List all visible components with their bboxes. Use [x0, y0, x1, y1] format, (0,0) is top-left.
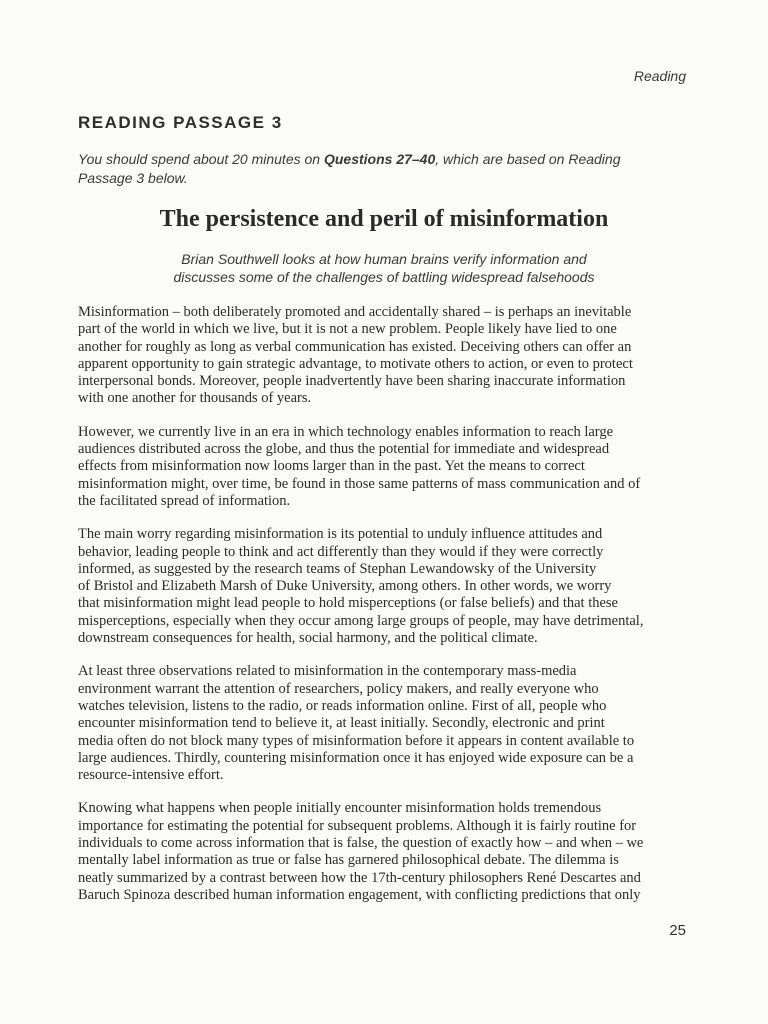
- paragraph-line: Misinformation – both deliberately promoted and accidentally shared – is perhaps an inevitable: [78, 304, 632, 320]
- paragraph-line: large audiences. Thirdly, countering misinformation once it has enjoyed wide exposure can be a: [78, 749, 634, 766]
- paragraph-line: watches television, listens to the radio, or reads information online. First of all, people who: [78, 697, 607, 714]
- running-head: Reading: [633, 68, 686, 84]
- instructions-text-before: You should spend about 20 minutes on: [78, 151, 324, 167]
- standfirst-line: discusses some of the challenges of battling widespread falsehoods: [173, 269, 595, 285]
- paragraph-line: media often do not block many types of misinformation before it appears in content available to: [78, 732, 635, 749]
- page-number: 25: [669, 922, 686, 939]
- article-paragraph: [78, 424, 702, 510]
- paragraph-line: mentally label information as true or false has garnered philosophical debate. The dilemma is: [78, 852, 619, 869]
- paragraph-line: behavior, leading people to think and act differently than they would if they were correctly: [78, 543, 604, 560]
- paragraph-line: that misinformation might lead people to hold misperceptions (or false beliefs) and that these: [78, 595, 618, 612]
- paragraph-line: Knowing what happens when people initially encounter misinformation holds tremendous: [78, 800, 602, 817]
- standfirst: [0, 250, 768, 286]
- paragraph-line: the facilitated spread of information.: [78, 492, 291, 509]
- paragraph-line: interpersonal bonds. Moreover, people inadvertently have been sharing inaccurate information: [78, 373, 626, 390]
- article-paragraph: [78, 526, 702, 647]
- paragraph-line: neatly summarized by a contrast between how the 17th-century philosophers René Descartes and: [78, 869, 641, 886]
- paragraph-line: audiences distributed across the globe, and thus the potential for immediate and widespread: [78, 441, 610, 458]
- instructions: [78, 150, 698, 188]
- instructions-question-range: Questions 27–40: [323, 151, 436, 167]
- paragraph-line: At least three observations related to misinformation in the contemporary mass-media: [78, 663, 577, 680]
- paragraph-line: Baruch Spinoza described human information engagement, with conflicting predictions that only: [78, 886, 641, 903]
- standfirst-line: Brian Southwell looks at how human brains verify information and: [181, 251, 587, 267]
- section-title: READING PASSAGE 3: [78, 113, 283, 132]
- paragraph-line: with one another for thousands of years.: [78, 390, 312, 407]
- paragraph-line: effects from misinformation now looms larger than in the past. Yet the means to correct: [78, 458, 585, 475]
- paragraph-line: misperceptions, especially when they occur among large groups of people, may have detrimental,: [78, 612, 644, 629]
- paragraph-line: misinformation might, over time, be found in those same patterns of mass communication and of: [78, 475, 641, 492]
- paragraph-line: informed, as suggested by the research teams of Stephan Lewandowsky of the University: [78, 560, 597, 577]
- paragraph-line: downstream consequences for health, social harmony, and the political climate.: [78, 630, 538, 647]
- paragraph-line: part of the world in which we live, but it is not a new problem. People likely have lied to one: [78, 321, 617, 338]
- paragraph-line: individuals to come across information that is false, the question of exactly how – and when – we: [78, 835, 644, 852]
- instructions-line-2: Passage 3 below.: [78, 170, 188, 186]
- article-paragraph: [78, 800, 702, 904]
- instructions-line-1: [78, 150, 698, 169]
- paragraph-line: of Bristol and Elizabeth Marsh of Duke University, among others. In other words, we worry: [78, 578, 612, 595]
- paragraph-line: encounter misinformation tend to believe it, at least initially. Secondly, electronic and print: [78, 715, 605, 732]
- article-paragraph: [78, 304, 702, 408]
- instructions-text-after: , which are based on Reading: [435, 151, 621, 167]
- paragraph-line: environment warrant the attention of researchers, policy makers, and really everyone who: [78, 680, 599, 697]
- paragraph-line: apparent opportunity to gain strategic advantage, to motivate others to action, or even to protect: [78, 355, 633, 372]
- article-paragraph: [78, 663, 702, 784]
- article-body: [78, 304, 702, 920]
- article-title: The persistence and peril of misinformation: [159, 206, 609, 232]
- paragraph-line: resource-intensive effort.: [78, 767, 224, 784]
- paragraph-line: The main worry regarding misinformation is its potential to unduly influence attitudes and: [78, 526, 603, 543]
- paragraph-line: However, we currently live in an era in which technology enables information to reach large: [78, 423, 614, 440]
- paragraph-line: another for roughly as long as verbal communication has existed. Deceiving others can offer an: [78, 338, 632, 355]
- paragraph-line: importance for estimating the potential for subsequent problems. Although it is fairly routine for: [78, 817, 637, 834]
